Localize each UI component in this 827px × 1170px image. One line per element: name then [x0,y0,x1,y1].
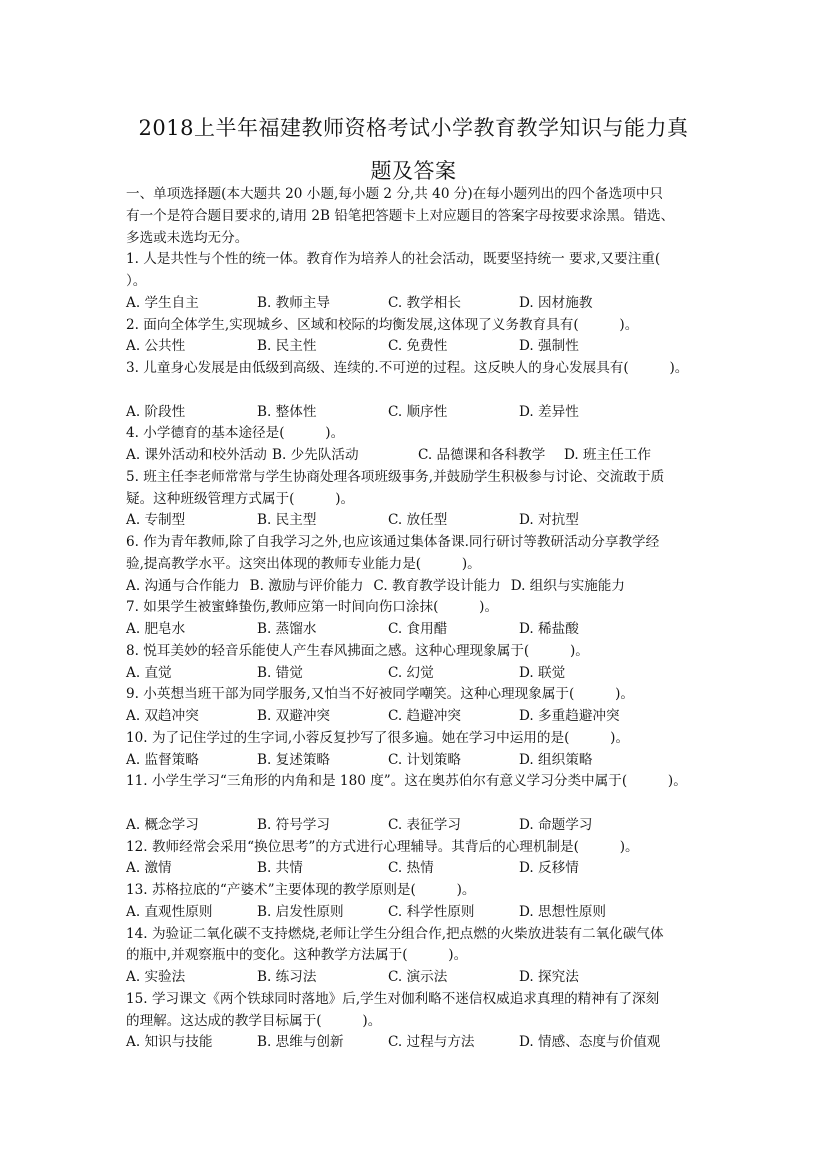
options-row [126,706,726,728]
answer-option-d: D. 思想性原则 [519,903,607,920]
document-title-line-2: 题及答案 [370,159,457,183]
blank-line [126,793,726,815]
question-text: 5. 班主任李老师常常与学生协商处理各项班级事务,并鼓励学生积极参与讨论、交流敢于质 [126,468,665,485]
question-text: 3. 儿童身心发展是由低级到高级、连续的.不可逆的过程。这反映人的身心发展具有( )。 [126,360,689,376]
answer-option-a: A. 专制型 [126,512,186,529]
question-text: ）。 [126,273,147,289]
question-item [126,532,726,597]
question-text: 14. 为验证二氧化碳不支持燃烧,老师让学生分组合作,把点燃的火柴放进装有二氧化碳气体 [126,925,664,942]
options-row [126,750,726,772]
options-row [126,445,726,467]
answer-option-b: B. 民主性 [257,338,317,355]
answer-option-b: B. 练习法 [257,969,317,985]
answer-option-c: C. 过程与方法 [388,1034,475,1051]
question-list [126,249,726,1054]
question-text: 12. 教师经常会采用“换位思考”的方式进行心理辅导。其背后的心理机制是( )。 [126,838,639,855]
document-body [126,184,726,1054]
answer-option-d: D. 反移情 [519,860,579,877]
options-row [126,902,726,924]
answer-option-b: B. 激励与评价能力 [249,577,364,594]
question-text: 15. 学习课文《两个铁球同时落地》后,学生对伽利略不迷信权威追求真理的精神有了深刻 [126,990,660,1007]
question-item [126,249,726,314]
question-item [126,467,726,532]
options-row [126,967,726,989]
options-row [126,402,726,424]
answer-option-a: A. 课外活动和校外活动 [126,447,267,463]
question-text: 2. 面向全体学生,实现城乡、区域和校际的均衡发展,这体现了义务教育具有( )。 [126,316,639,333]
answer-option-b: B. 共情 [257,860,303,877]
answer-option-a: A. 知识与技能 [126,1034,213,1051]
question-item [126,315,726,359]
answer-option-d: D. 联觉 [519,664,566,681]
answer-option-b: B. 少先队活动 [272,447,359,463]
question-text: 8. 悦耳美妙的轻音乐能使人产生春风拂面之感。这种心理现象属于( )。 [126,642,589,659]
answer-option-c: C. 演示法 [388,969,448,985]
question-item [126,728,726,772]
answer-option-b: B. 蒸馏水 [257,621,317,637]
question-item [126,771,726,836]
options-row [126,336,726,358]
answer-option-d: D. 探究法 [519,969,579,985]
answer-option-c: C. 幻觉 [388,664,434,681]
question-text: 13. 苏格拉底的“产婆术”主要体现的教学原则是( )。 [126,882,476,898]
blank-line [126,380,726,402]
answer-option-a: A. 激情 [126,860,172,877]
answer-option-c: C. 品德课和各科教学 [418,447,546,463]
question-text: 10. 为了记住学过的生字词,小蓉反复抄写了很多遍。她在学习中运用的是( )。 [126,729,630,746]
answer-option-c: C. 教学相长 [388,294,461,311]
question-item [126,837,726,881]
answer-option-b: B. 双避冲突 [257,708,331,724]
answer-option-b: B. 符号学习 [257,816,331,833]
answer-option-a: A. 概念学习 [126,816,199,833]
answer-option-d: D. 组织与实施能力 [510,577,625,594]
answer-option-b: B. 错觉 [257,664,303,681]
question-item [126,880,726,924]
answer-option-b: B. 复述策略 [257,751,331,768]
options-row [126,619,726,641]
question-item [126,924,726,989]
answer-option-c: C. 热情 [388,860,434,877]
answer-option-a: A. 双趋冲突 [126,708,199,724]
question-item [126,641,726,685]
question-item [126,989,726,1054]
question-text: 6. 作为青年教师,除了自我学习之外,也应该通过集体备课.同行研讨等教研活动分享教学经 [126,534,660,550]
answer-option-c: C. 免费性 [388,338,448,355]
options-row [126,858,726,880]
question-text: 7. 如果学生被蜜蜂蛰伤,教师应第一时间向伤口涂抹( )。 [126,599,499,616]
question-text: 疑。这种班级管理方式属于( )。 [126,490,355,507]
answer-option-c: C. 教育教学设计能力 [373,577,501,594]
answer-option-d: D. 因材施教 [519,294,593,311]
options-row [126,293,726,315]
answer-option-a: A. 监督策略 [126,751,199,768]
options-row [126,663,726,685]
answer-option-d: D. 对抗型 [519,512,579,529]
question-text: 验,提高教学水平。这突出体现的教师专业能力是( )。 [126,555,481,572]
instruction-line: 一、单项选择题(本大题共 20 小题,每小题 2 分,共 40 分)在每小题列出的四个备选项中只 [126,186,664,202]
document-title-line-1: 2018上半年福建教师资格考试小学教育教学知识与能力真 [138,116,689,140]
question-item [126,358,726,423]
question-item [126,597,726,641]
answer-option-d: D. 命题学习 [519,816,593,833]
answer-option-a: A. 直觉 [126,664,172,681]
answer-option-b: B. 教师主导 [257,294,331,311]
answer-option-d: D. 多重趋避冲突 [519,708,620,724]
question-text: 4. 小学德育的基本途径是( )。 [126,425,345,442]
answer-option-a: A. 阶段性 [126,403,186,420]
options-row [126,1032,726,1054]
answer-option-b: B. 思维与创新 [257,1034,344,1051]
options-row [126,510,726,532]
answer-option-d: D. 差异性 [519,403,579,420]
answer-option-a: A. 肥皂水 [126,621,186,637]
answer-option-c: C. 计划策略 [388,751,461,768]
answer-option-c: C. 科学性原则 [388,903,475,920]
options-row [126,576,726,598]
question-text: 9. 小英想当班干部为同学服务,又怕当不好被同学嘲笑。这种心理现象属于( )。 [126,686,634,703]
question-text: 1. 人是共性与个性的统一体。教育作为培养人的社会活动，既要坚持统一 要求,又要注重( [126,251,661,268]
options-row [126,815,726,837]
answer-option-d: D. 组织策略 [519,751,593,768]
answer-option-d: D. 班主任工作 [564,447,652,463]
answer-option-b: B. 启发性原则 [257,903,344,920]
answer-option-a: A. 学生自主 [126,294,199,311]
answer-option-b: B. 整体性 [257,403,317,420]
answer-option-c: C. 表征学习 [388,816,461,833]
answer-option-c: C. 放任型 [388,512,448,529]
answer-option-a: A. 实验法 [126,969,186,985]
answer-option-c: C. 趋避冲突 [388,708,461,724]
answer-option-a: A. 沟通与合作能力 [126,577,240,594]
answer-option-d: D. 强制性 [519,338,579,355]
question-text: 的瓶中,并观察瓶中的变化。这种教学方法属于( )。 [126,947,468,964]
question-text: 11. 小学生学习“三角形的内角和是 180 度”。这在奥苏伯尔有意义学习分类中属于( )。 [126,773,687,790]
question-text: 的理解。这达成的教学目标属于( )。 [126,1012,382,1029]
answer-option-c: C. 顺序性 [388,403,448,420]
answer-option-a: A. 公共性 [126,338,186,355]
answer-option-b: B. 民主型 [257,512,317,529]
answer-option-d: D. 情感、态度与价值观 [519,1034,661,1051]
answer-option-a: A. 直观性原则 [126,903,213,920]
question-item [126,423,726,467]
answer-option-d: D. 稀盐酸 [519,621,579,637]
section-instructions [126,184,726,249]
instruction-line: 有一个是符合题目要求的,请用 2B 铅笔把答题卡上对应题目的答案字母按要求涂黑。错选、 [126,207,675,224]
answer-option-c: C. 食用醋 [388,621,448,637]
instruction-line: 多选或未选均无分。 [126,229,249,246]
question-item [126,684,726,728]
